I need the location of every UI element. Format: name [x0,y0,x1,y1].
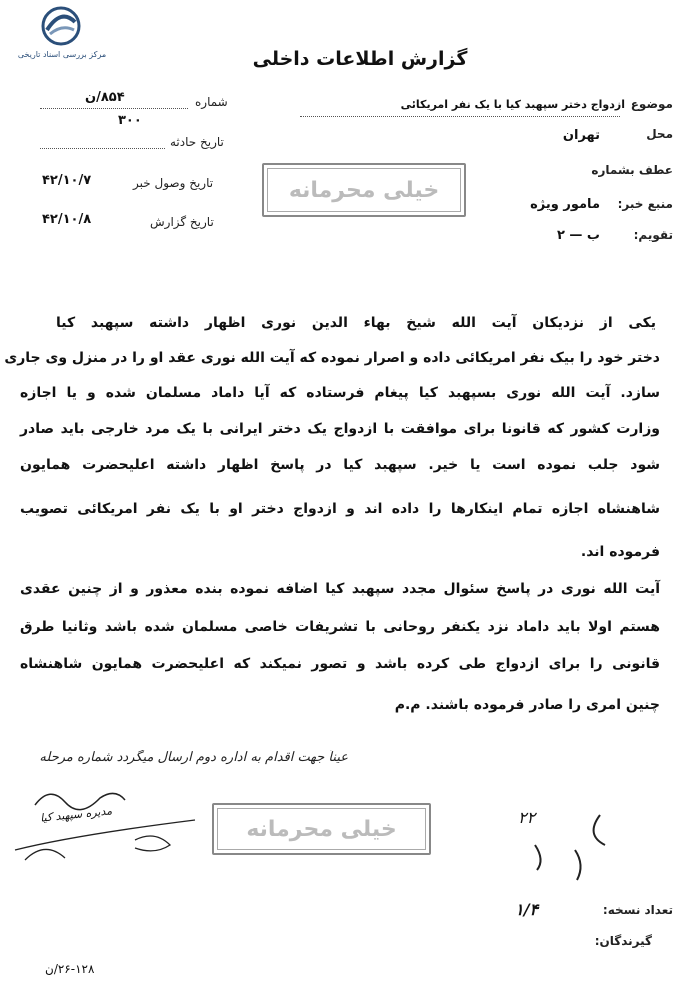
copies-value: ۱/۴ [515,900,539,919]
archive-seal-icon [2,2,120,52]
body-line-8: آیت الله نوری در پاسخ سئوال مجدد سپهبد کیا اضافه نموده بنده معذور و از چنین عقدی [20,581,660,597]
body-line-1: یکی از نزدیکان آیت الله شیخ بهاء الدین نوری اظهار داشته سپهبد کیا [56,315,656,331]
receipt-date-label: تاریخ وصول خبر [133,176,214,190]
copies-label: تعداد نسخه: [602,903,673,917]
signature [5,780,205,875]
archive-logo [2,2,120,72]
signature-scribble-icon [5,780,205,875]
source-value: مامور ویژه [530,197,600,212]
recipients-label: گیرندگان: [594,934,652,948]
body-line-4: وزارت کشور که قانونا برای موافقت با ازدواج یک دختر ایرانی با یک مرد خارجی باید صادر [20,421,660,437]
receipt-date-value: ۴۲/۱۰/۷ [42,173,92,188]
number-label: شماره [195,95,228,109]
classification-stamp [262,163,466,217]
body-line-2: دختر خود را بیک نفر امریکائی داده و اصرار نموده که آیت الله نوری عقد او را در منزل وی جاری [4,350,660,366]
handwritten-marks [515,810,625,910]
evaluation-value: ب — ۲ [556,228,600,243]
report-date-value: ۴۲/۱۰/۸ [42,212,92,227]
document-title: گزارش اطلاعات داخلی [252,48,468,70]
handwritten-scribble-icon [515,810,625,910]
forwarding-note: عیناً جهت اقدام به اداره دوم ارسال میگردد شماره مرحله [39,750,348,765]
signature-caption: مدیره سپهبد کیا [39,804,113,825]
subject-line [300,116,620,117]
body-line-5: شود جلب نموده است یا خیر. سپهبد کیا در پاسخ اظهار داشته اعلیحضرت همایون [20,457,660,473]
subject-value: ازدواج دختر سپهبد کیا با یک نفر امریکائی [400,98,625,111]
place-value: تهران [562,128,600,143]
document-code: ۲۶-۱۲۸/ن [45,962,95,976]
body-line-10: قانونی را برای ازدواج طی کرده باشد و تصور نمیکند که اعلیحضرت همایون شاهنشاه [20,656,660,672]
number-sub-value: ۳۰۰ [118,113,142,128]
body-line-7: فرموده اند. [580,544,660,560]
reference-label: عطف بشماره [591,163,673,177]
incident-date-line [40,148,165,149]
subject-label: موضوع [630,97,673,111]
bottom-classification-stamp-text: خیلی محرمانه [246,816,397,842]
incident-date-label: تاریخ حادثه [170,135,224,149]
handwritten-number: ۲۲ [518,808,536,827]
evaluation-label: تقویم: [633,228,673,242]
report-date-label: تاریخ گزارش [150,215,214,229]
number-value: ۸۵۴/ن [85,90,125,105]
archive-logo-text: مرکز بررسی اسناد تاریخی [17,50,107,59]
body-line-6: شاهنشاه اجازه تمام اینکارها را داده اند و ازدواج دختر او با یک نفر امریکائی تصویب [20,501,660,517]
classification-stamp-text: خیلی محرمانه [288,177,440,203]
bottom-classification-stamp [212,803,431,855]
body-line-9: هستم اولا باید داماد نزد یکنفر روحانی با تشریفات خاصی مسلمان شده باشد وثانیا طرق [20,619,660,635]
place-label: محل [646,127,673,141]
number-line [40,108,188,109]
body-line-3: سازد. آیت الله نوری بسپهبد کیا پیغام فرستاده که آیا داماد مسلمان شده و یا اجازه [20,385,660,401]
body-line-11: چنین امری را صادر فرموده باشند. م.م [394,697,660,713]
source-label: منبع خبر: [617,197,673,211]
